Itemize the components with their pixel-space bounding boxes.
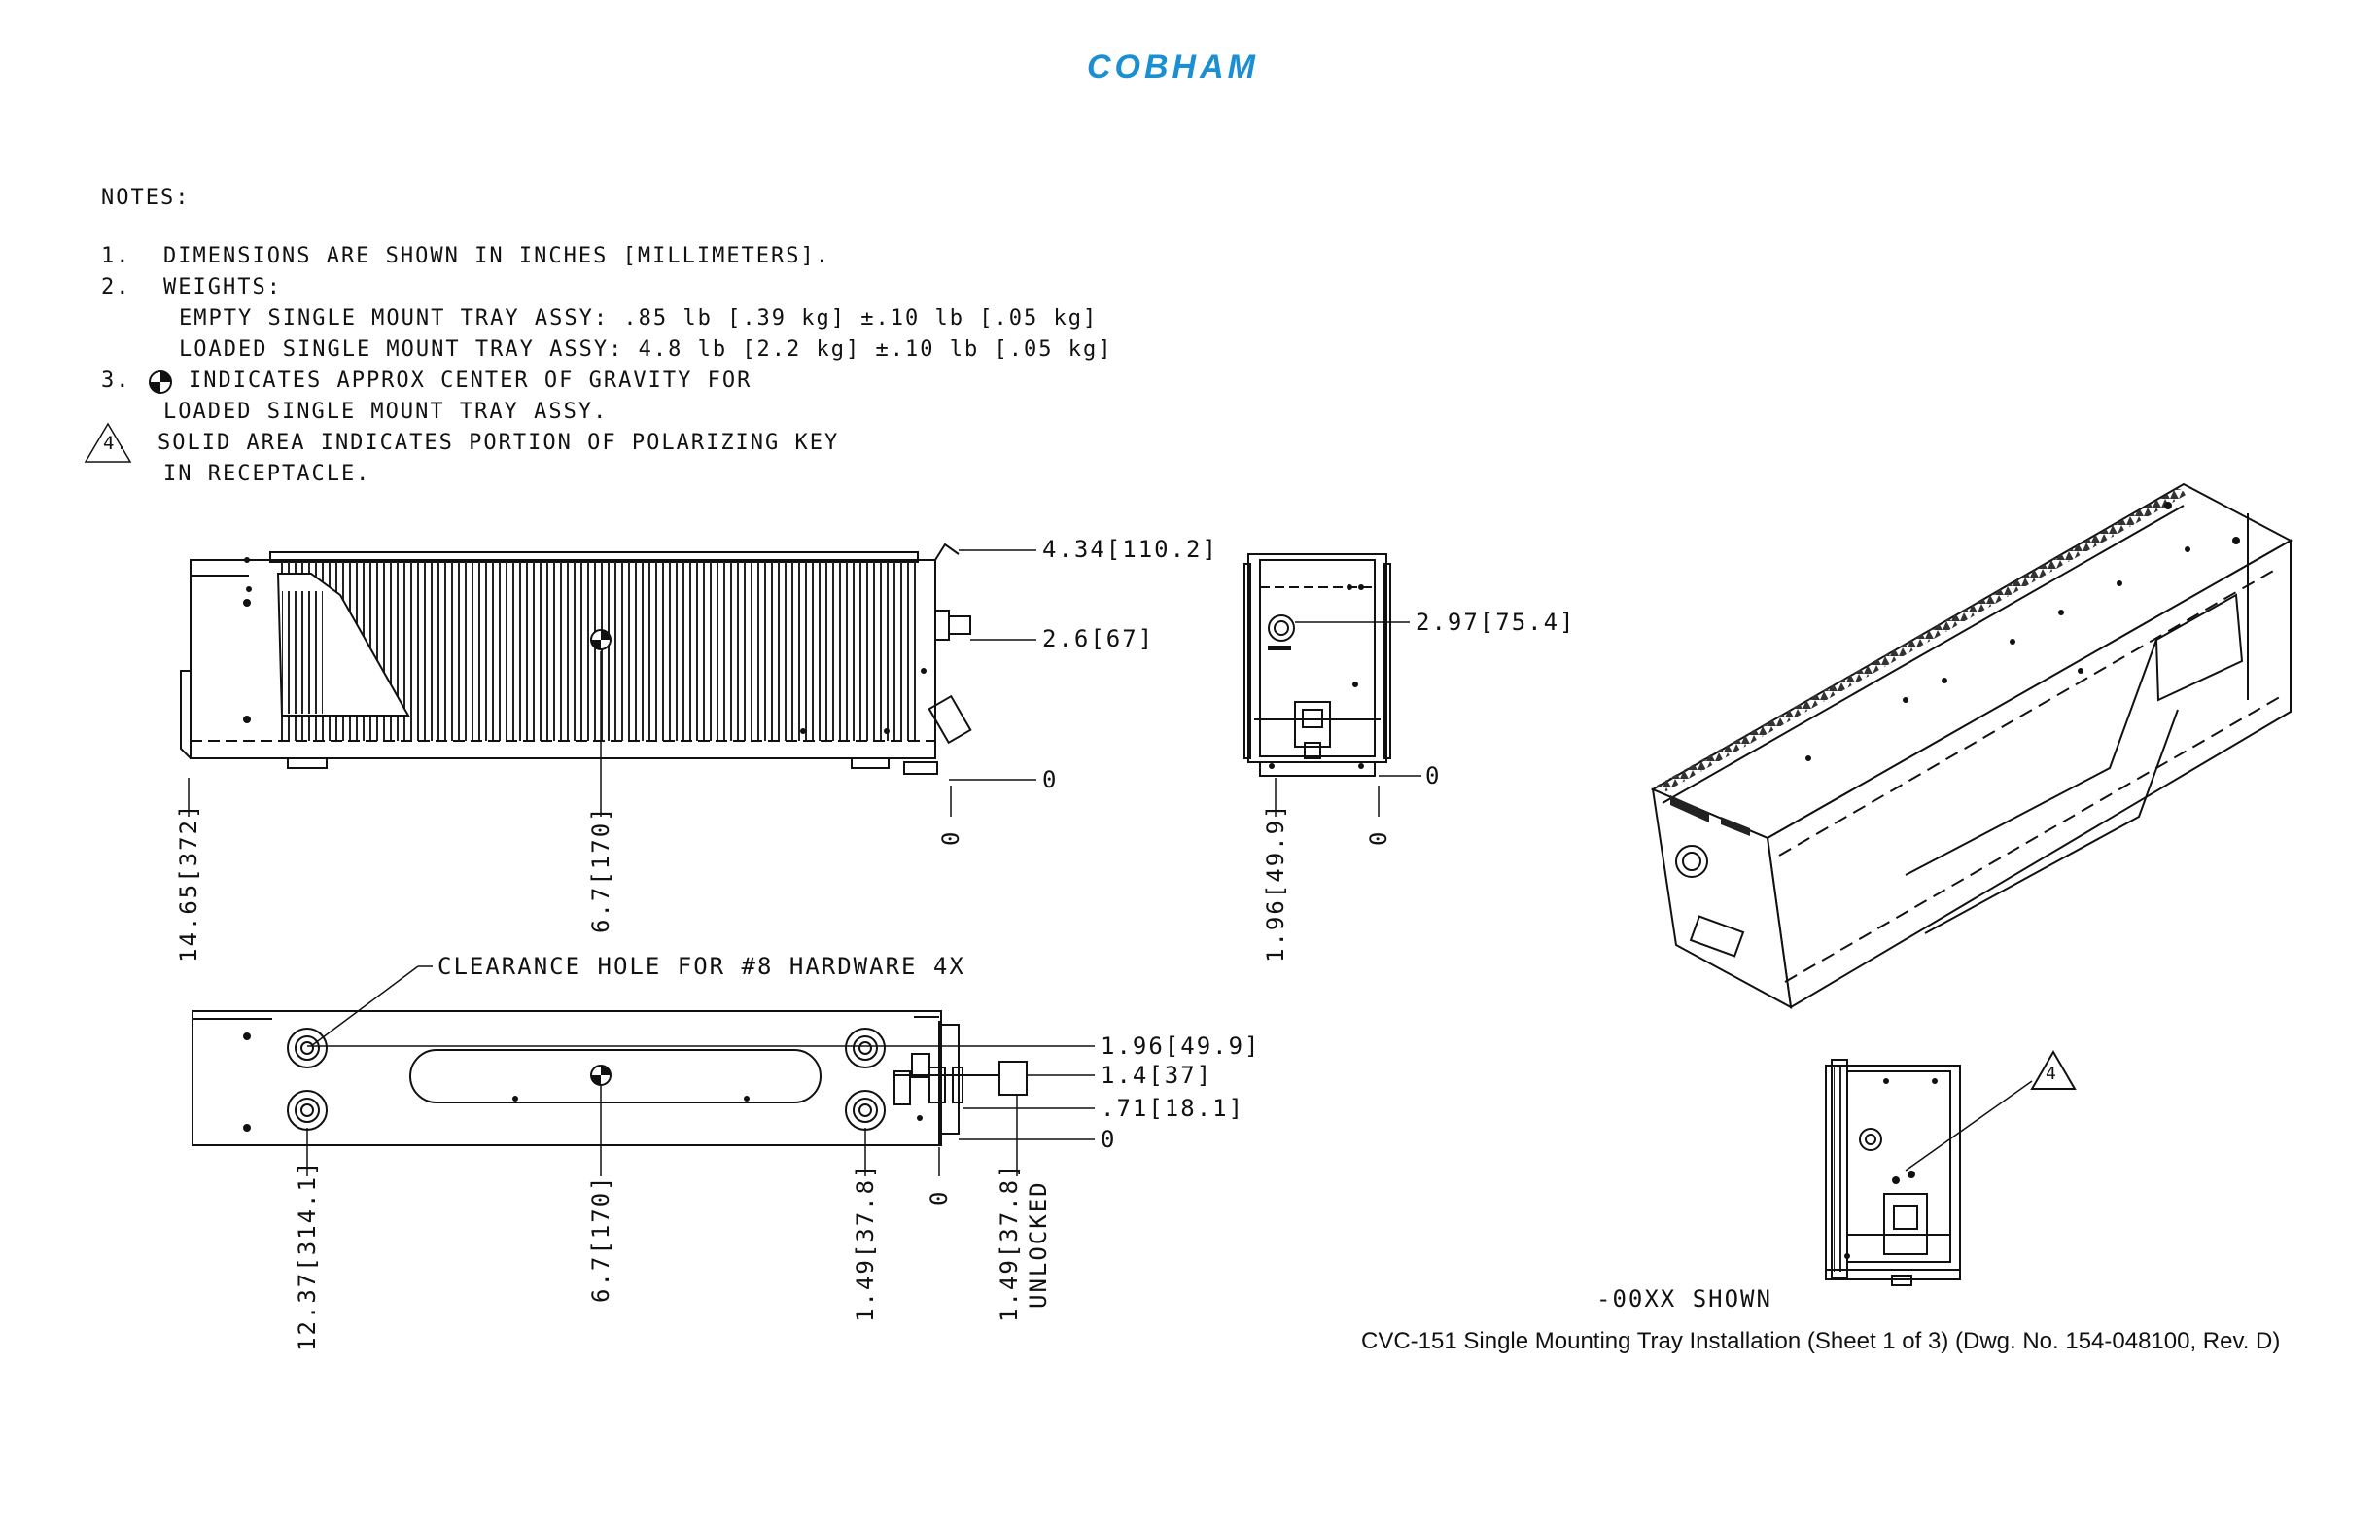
side-cg-label: 6.7[170] bbox=[587, 805, 614, 933]
note-2-loaded-weight: LOADED SINGLE MOUNT TRAY ASSY: 4.8 lb [2.2 kg] ±.10 lb [.05 kg] bbox=[179, 337, 1113, 362]
center-of-gravity-icon bbox=[150, 371, 171, 393]
note-1-text: DIMENSIONS ARE SHOWN IN INCHES [MILLIMETERS]. bbox=[163, 244, 831, 268]
side-view bbox=[181, 544, 970, 774]
bottom-unlocked-label: UNLOCKED bbox=[1025, 1180, 1052, 1309]
note-2-empty-weight: EMPTY SINGLE MOUNT TRAY ASSY: .85 lb [.39 kg] ±.10 lb [.05 kg] bbox=[179, 306, 1099, 331]
end-view bbox=[1826, 1052, 2075, 1285]
note-3-number: 3. bbox=[101, 368, 131, 393]
front-connector-offset-label: 1.96[49.9] bbox=[1262, 802, 1289, 962]
side-zero-vertical-label: 0 bbox=[937, 829, 964, 846]
bottom-dim-1-label: 1.96[49.9] bbox=[1101, 1032, 1261, 1060]
front-zero-vertical-label: 0 bbox=[1365, 829, 1392, 846]
note-4-text-line2: IN RECEPTACLE. bbox=[163, 462, 371, 486]
front-zero-label: 0 bbox=[1425, 762, 1442, 789]
bottom-zero-vertical-label: 0 bbox=[926, 1189, 953, 1206]
clearance-hole-icon bbox=[288, 1091, 327, 1130]
bottom-dim-3-label: .71[18.1] bbox=[1101, 1095, 1245, 1122]
note-4-number: 4. bbox=[103, 433, 129, 454]
clearance-hole-icon bbox=[846, 1029, 885, 1068]
bottom-dim-2-label: 1.4[37] bbox=[1101, 1062, 1213, 1089]
notes-heading: NOTES: bbox=[101, 186, 191, 210]
clearance-hole-callout: CLEARANCE HOLE FOR #8 HARDWARE 4X bbox=[438, 953, 965, 980]
bottom-cg-label: 6.7[170] bbox=[587, 1174, 614, 1303]
front-connector-height-label: 2.97[75.4] bbox=[1416, 609, 1576, 636]
note-2-number: 2. bbox=[101, 275, 131, 299]
side-height-top-label: 4.34[110.2] bbox=[1042, 536, 1218, 563]
bottom-view-cg-icon bbox=[591, 1066, 611, 1085]
bottom-unlocked-dim-label: 1.49[37.8] bbox=[996, 1162, 1023, 1322]
bottom-front-hole-label: 1.49[37.8] bbox=[852, 1162, 879, 1322]
note-3-text: INDICATES APPROX CENTER OF GRAVITY FOR bbox=[189, 368, 752, 393]
drawing-caption: CVC-151 Single Mounting Tray Installation (Sheet 1 of 3) (Dwg. No. 154-048100, Rev. D) bbox=[1361, 1328, 2281, 1354]
isometric-view bbox=[1653, 484, 2291, 1007]
polarizing-key-marker: 4 bbox=[2046, 1064, 2058, 1084]
cobham-logo: COBHAM bbox=[1087, 49, 1259, 86]
side-view-cg-icon bbox=[591, 630, 611, 649]
note-4-text: SOLID AREA INDICATES PORTION OF POLARIZING KEY bbox=[158, 431, 840, 455]
bottom-holes-spacing-label: 12.37[314.1] bbox=[294, 1159, 321, 1351]
side-length-label: 14.65[372] bbox=[175, 802, 202, 962]
shown-variant-label: -00XX SHOWN bbox=[1596, 1285, 1772, 1312]
clearance-hole-icon bbox=[288, 1029, 327, 1068]
side-height-mid-label: 2.6[67] bbox=[1042, 625, 1155, 652]
side-height-zero-label: 0 bbox=[1042, 766, 1059, 793]
bottom-zero-label: 0 bbox=[1101, 1126, 1117, 1153]
note-3-text-line2: LOADED SINGLE MOUNT TRAY ASSY. bbox=[163, 400, 609, 424]
note-2-text: WEIGHTS: bbox=[163, 275, 282, 299]
bottom-view bbox=[192, 1011, 1027, 1145]
note-4-triangle-icon bbox=[86, 424, 130, 462]
front-view bbox=[1244, 554, 1390, 776]
note-1-number: 1. bbox=[101, 244, 131, 268]
clearance-hole-icon bbox=[846, 1091, 885, 1130]
